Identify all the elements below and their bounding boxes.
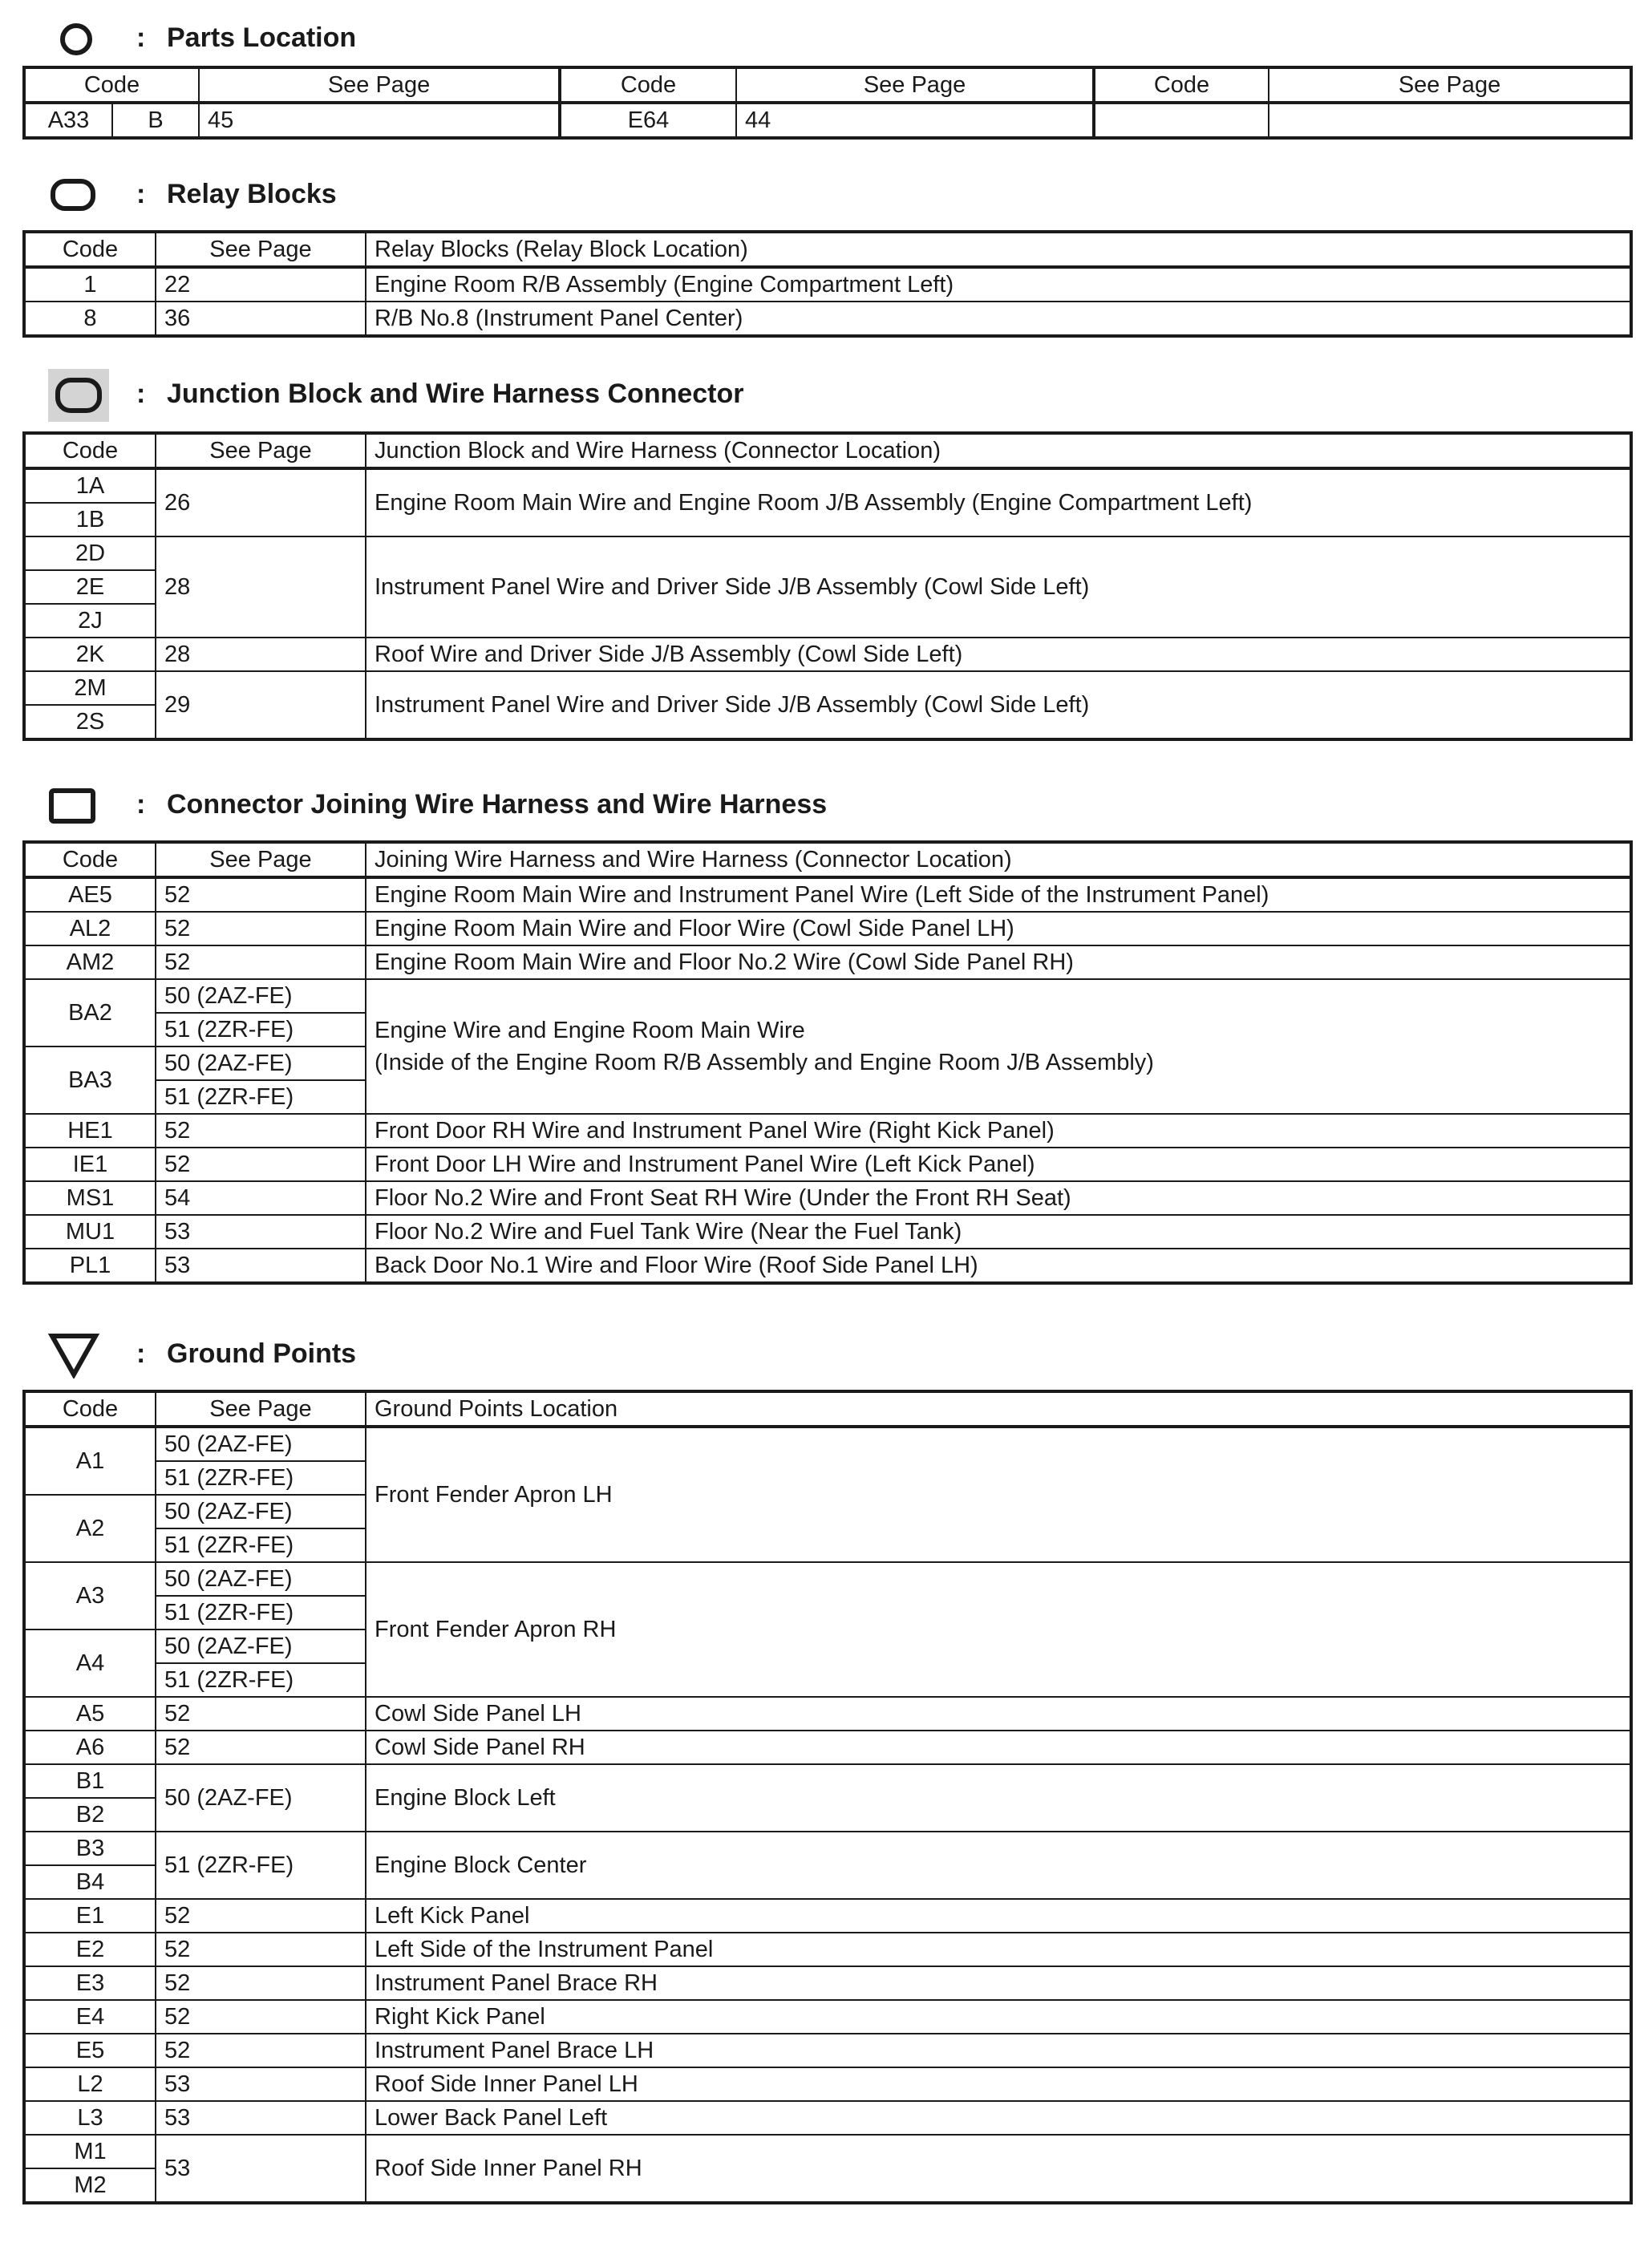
- code-cell: B4: [24, 1865, 156, 1899]
- page-cell: 50 (2AZ-FE): [156, 1047, 366, 1080]
- header-code: Code: [24, 1391, 156, 1427]
- page-cell: 53: [156, 1249, 366, 1283]
- page-cell: 51 (2ZR-FE): [156, 1663, 366, 1697]
- parts-location-header: [0, 16, 1652, 72]
- code-cell: L2: [24, 2067, 156, 2101]
- table-row: [24, 2101, 1631, 2135]
- table-row: [24, 945, 1631, 979]
- table-row: [24, 1215, 1631, 1249]
- page-cell: 51 (2ZR-FE): [156, 1080, 366, 1114]
- header-see-page: See Page: [156, 1391, 366, 1427]
- location-cell: Instrument Panel Wire and Driver Side J/B Assembly (Cowl Side Left): [366, 671, 1631, 739]
- location-cell: Roof Side Inner Panel LH: [366, 2067, 1631, 2101]
- page-cell: 52: [156, 2000, 366, 2034]
- code-cell: B2: [24, 1798, 156, 1832]
- table-row: [24, 1249, 1631, 1283]
- page-cell: 53: [156, 2101, 366, 2135]
- page-cell: 51 (2ZR-FE): [156, 1832, 366, 1899]
- location-cell: Back Door No.1 Wire and Floor Wire (Roof Side Panel LH): [366, 1249, 1631, 1283]
- header-code: Code: [560, 67, 736, 103]
- table-row: [24, 1427, 1631, 1461]
- separator-colon: :: [136, 789, 146, 820]
- page-cell: 52: [156, 1933, 366, 1966]
- code-cell: BA3: [24, 1047, 156, 1114]
- code-cell: A4: [24, 1630, 156, 1697]
- page-cell: 51 (2ZR-FE): [156, 1461, 366, 1495]
- page-cell: 28: [156, 536, 366, 638]
- page-cell: 22: [156, 267, 366, 302]
- header-location: Joining Wire Harness and Wire Harness (Connector Location): [366, 842, 1631, 877]
- page-cell: 53: [156, 2135, 366, 2203]
- down-triangle-icon: [48, 1332, 99, 1379]
- location-cell: Front Door LH Wire and Instrument Panel Wire (Left Kick Panel): [366, 1148, 1631, 1181]
- header-code: Code: [24, 433, 156, 468]
- code-cell: 8: [24, 302, 156, 336]
- code-cell: A3: [24, 1562, 156, 1630]
- code-cell: A6: [24, 1731, 156, 1764]
- location-cell: Floor No.2 Wire and Front Seat RH Wire (Under the Front RH Seat): [366, 1181, 1631, 1215]
- table-row: [24, 536, 1631, 570]
- relay-blocks-table: [22, 230, 1633, 338]
- ground-points-table: [22, 1390, 1633, 2204]
- location-cell: Engine Block Left: [366, 1764, 1631, 1832]
- code-cell: MU1: [24, 1215, 156, 1249]
- code-cell: A2: [24, 1495, 156, 1562]
- page-cell: 51 (2ZR-FE): [156, 1596, 366, 1630]
- table-header-row: [24, 67, 1631, 103]
- section-title: Junction Block and Wire Harness Connector: [167, 379, 744, 409]
- location-line: (Inside of the Engine Room R/B Assembly and Engine Room J/B Assembly): [375, 1050, 1154, 1075]
- page-cell: 52: [156, 945, 366, 979]
- code-cell: 2J: [24, 604, 156, 638]
- page-cell: 44: [736, 103, 1094, 138]
- table-row: [24, 877, 1631, 912]
- page-cell: 50 (2AZ-FE): [156, 1764, 366, 1832]
- page-cell: 28: [156, 638, 366, 671]
- location-cell: Engine Room Main Wire and Engine Room J/B Assembly (Engine Compartment Left): [366, 468, 1631, 536]
- separator-colon: :: [136, 22, 146, 53]
- junction-blocks-header: [0, 369, 1652, 425]
- table-header-row: [24, 842, 1631, 877]
- page-cell: 36: [156, 302, 366, 336]
- table-row: [24, 1731, 1631, 1764]
- table-row: [24, 302, 1631, 336]
- page-cell: 29: [156, 671, 366, 739]
- page-cell: 52: [156, 1114, 366, 1148]
- table-row: [24, 1697, 1631, 1731]
- section-title: Connector Joining Wire Harness and Wire Harness: [167, 789, 828, 820]
- code-cell: 2D: [24, 536, 156, 570]
- page-cell: 50 (2AZ-FE): [156, 1495, 366, 1528]
- header-code: Code: [24, 67, 199, 103]
- header-location: Junction Block and Wire Harness (Connector Location): [366, 433, 1631, 468]
- rounded-rect-icon: [50, 177, 96, 213]
- page-cell: 52: [156, 912, 366, 945]
- location-cell: Cowl Side Panel LH: [366, 1697, 1631, 1731]
- header-location: Relay Blocks (Relay Block Location): [366, 232, 1631, 267]
- table-header-row: [24, 232, 1631, 267]
- ground-points-header: [0, 1327, 1652, 1383]
- page-cell: 50 (2AZ-FE): [156, 979, 366, 1013]
- table-row: [24, 1148, 1631, 1181]
- relay-blocks-header: [0, 172, 1652, 229]
- location-cell: Engine Room Main Wire and Instrument Panel Wire (Left Side of the Instrument Panel): [366, 877, 1631, 912]
- page-cell: 52: [156, 1966, 366, 2000]
- code-cell: AM2: [24, 945, 156, 979]
- junction-blocks-table: [22, 431, 1633, 741]
- code-cell: MS1: [24, 1181, 156, 1215]
- code-cell: E3: [24, 1966, 156, 2000]
- location-cell: Instrument Panel Brace LH: [366, 2034, 1631, 2067]
- code-cell: A33: [24, 103, 112, 138]
- table-row: [24, 1562, 1631, 1596]
- location-cell: Engine Room Main Wire and Floor Wire (Cowl Side Panel LH): [366, 912, 1631, 945]
- code-cell: B3: [24, 1832, 156, 1865]
- code-cell: E64: [560, 103, 736, 138]
- page-cell: 50 (2AZ-FE): [156, 1630, 366, 1663]
- page-cell: 52: [156, 1697, 366, 1731]
- location-cell: Instrument Panel Brace RH: [366, 1966, 1631, 2000]
- square-icon: [48, 787, 96, 824]
- location-cell: Left Side of the Instrument Panel: [366, 1933, 1631, 1966]
- circle-icon: [59, 22, 93, 56]
- code-cell: HE1: [24, 1114, 156, 1148]
- table-row: [24, 1899, 1631, 1933]
- table-row: [24, 2034, 1631, 2067]
- code-cell: PL1: [24, 1249, 156, 1283]
- table-row: [24, 2000, 1631, 2034]
- location-cell: Left Kick Panel: [366, 1899, 1631, 1933]
- page-cell: 52: [156, 1148, 366, 1181]
- location-cell: Front Door RH Wire and Instrument Panel Wire (Right Kick Panel): [366, 1114, 1631, 1148]
- page-cell: 50 (2AZ-FE): [156, 1562, 366, 1596]
- location-cell: Roof Wire and Driver Side J/B Assembly (Cowl Side Left): [366, 638, 1631, 671]
- location-line: Engine Wire and Engine Room Main Wire: [375, 1018, 805, 1043]
- location-cell: Roof Side Inner Panel RH: [366, 2135, 1631, 2203]
- separator-colon: :: [136, 1338, 146, 1369]
- header-see-page: See Page: [156, 232, 366, 267]
- page-cell: 52: [156, 1899, 366, 1933]
- code-cell: A1: [24, 1427, 156, 1495]
- page-cell: 51 (2ZR-FE): [156, 1013, 366, 1047]
- code-cell: A5: [24, 1697, 156, 1731]
- page-cell: 45: [199, 103, 560, 138]
- table-row: [24, 2067, 1631, 2101]
- page-cell: 53: [156, 2067, 366, 2101]
- header-code: Code: [24, 232, 156, 267]
- location-cell: Floor No.2 Wire and Fuel Tank Wire (Near the Fuel Tank): [366, 1215, 1631, 1249]
- header-see-page: See Page: [156, 842, 366, 877]
- location-cell: Front Fender Apron RH: [366, 1562, 1631, 1697]
- location-cell: [366, 979, 1631, 1114]
- code-cell: B1: [24, 1764, 156, 1798]
- header-see-page: See Page: [1269, 67, 1631, 103]
- location-cell: Lower Back Panel Left: [366, 2101, 1631, 2135]
- page-cell: 52: [156, 1731, 366, 1764]
- table-row: [24, 103, 1631, 138]
- empty-cell: [1094, 103, 1269, 138]
- table-row: [24, 1181, 1631, 1215]
- location-cell: Engine Block Center: [366, 1832, 1631, 1899]
- header-see-page: See Page: [736, 67, 1094, 103]
- table-row: [24, 1114, 1631, 1148]
- separator-colon: :: [136, 179, 146, 209]
- code-sub-cell: B: [112, 103, 199, 138]
- table-row: [24, 468, 1631, 503]
- empty-cell: [1269, 103, 1631, 138]
- header-code: Code: [24, 842, 156, 877]
- table-row: [24, 638, 1631, 671]
- code-cell: 2K: [24, 638, 156, 671]
- connector-joining-table: [22, 840, 1633, 1285]
- code-cell: BA2: [24, 979, 156, 1047]
- code-cell: 1B: [24, 503, 156, 536]
- page-cell: 26: [156, 468, 366, 536]
- code-cell: L3: [24, 2101, 156, 2135]
- code-cell: M2: [24, 2168, 156, 2203]
- location-cell: Front Fender Apron LH: [366, 1427, 1631, 1562]
- header-see-page: See Page: [199, 67, 560, 103]
- table-row: [24, 671, 1631, 705]
- code-cell: IE1: [24, 1148, 156, 1181]
- code-cell: 1A: [24, 468, 156, 503]
- code-cell: 2S: [24, 705, 156, 739]
- table-row: [24, 2135, 1631, 2168]
- code-cell: 1: [24, 267, 156, 302]
- shaded-rounded-rect-icon: [48, 369, 109, 422]
- code-cell: E4: [24, 2000, 156, 2034]
- location-cell: Engine Room R/B Assembly (Engine Compartment Left): [366, 267, 1631, 302]
- page-cell: 50 (2AZ-FE): [156, 1427, 366, 1461]
- table-row: [24, 1832, 1631, 1865]
- page-cell: 53: [156, 1215, 366, 1249]
- table-row: [24, 912, 1631, 945]
- header-location: Ground Points Location: [366, 1391, 1631, 1427]
- table-row: [24, 979, 1631, 1013]
- connector-joining-header: [0, 778, 1652, 834]
- table-header-row: [24, 1391, 1631, 1427]
- section-title: Relay Blocks: [167, 179, 337, 209]
- code-cell: M1: [24, 2135, 156, 2168]
- page-cell: 51 (2ZR-FE): [156, 1528, 366, 1562]
- section-title: Ground Points: [167, 1338, 357, 1369]
- location-cell: Cowl Side Panel RH: [366, 1731, 1631, 1764]
- location-cell: R/B No.8 (Instrument Panel Center): [366, 302, 1631, 336]
- location-cell: Instrument Panel Wire and Driver Side J/B Assembly (Cowl Side Left): [366, 536, 1631, 638]
- code-cell: E1: [24, 1899, 156, 1933]
- code-cell: AE5: [24, 877, 156, 912]
- code-cell: 2M: [24, 671, 156, 705]
- separator-colon: :: [136, 379, 146, 409]
- location-cell: Right Kick Panel: [366, 2000, 1631, 2034]
- location-cell: Engine Room Main Wire and Floor No.2 Wire (Cowl Side Panel RH): [366, 945, 1631, 979]
- code-cell: E5: [24, 2034, 156, 2067]
- code-cell: 2E: [24, 570, 156, 604]
- table-row: [24, 1933, 1631, 1966]
- page-cell: 52: [156, 877, 366, 912]
- code-cell: E2: [24, 1933, 156, 1966]
- code-cell: AL2: [24, 912, 156, 945]
- header-code: Code: [1094, 67, 1269, 103]
- page-cell: 54: [156, 1181, 366, 1215]
- table-header-row: [24, 433, 1631, 468]
- page-cell: 52: [156, 2034, 366, 2067]
- table-row: [24, 267, 1631, 302]
- header-see-page: See Page: [156, 433, 366, 468]
- table-row: [24, 1764, 1631, 1798]
- table-row: [24, 1966, 1631, 2000]
- parts-location-table: [22, 66, 1633, 140]
- section-title: Parts Location: [167, 22, 357, 53]
